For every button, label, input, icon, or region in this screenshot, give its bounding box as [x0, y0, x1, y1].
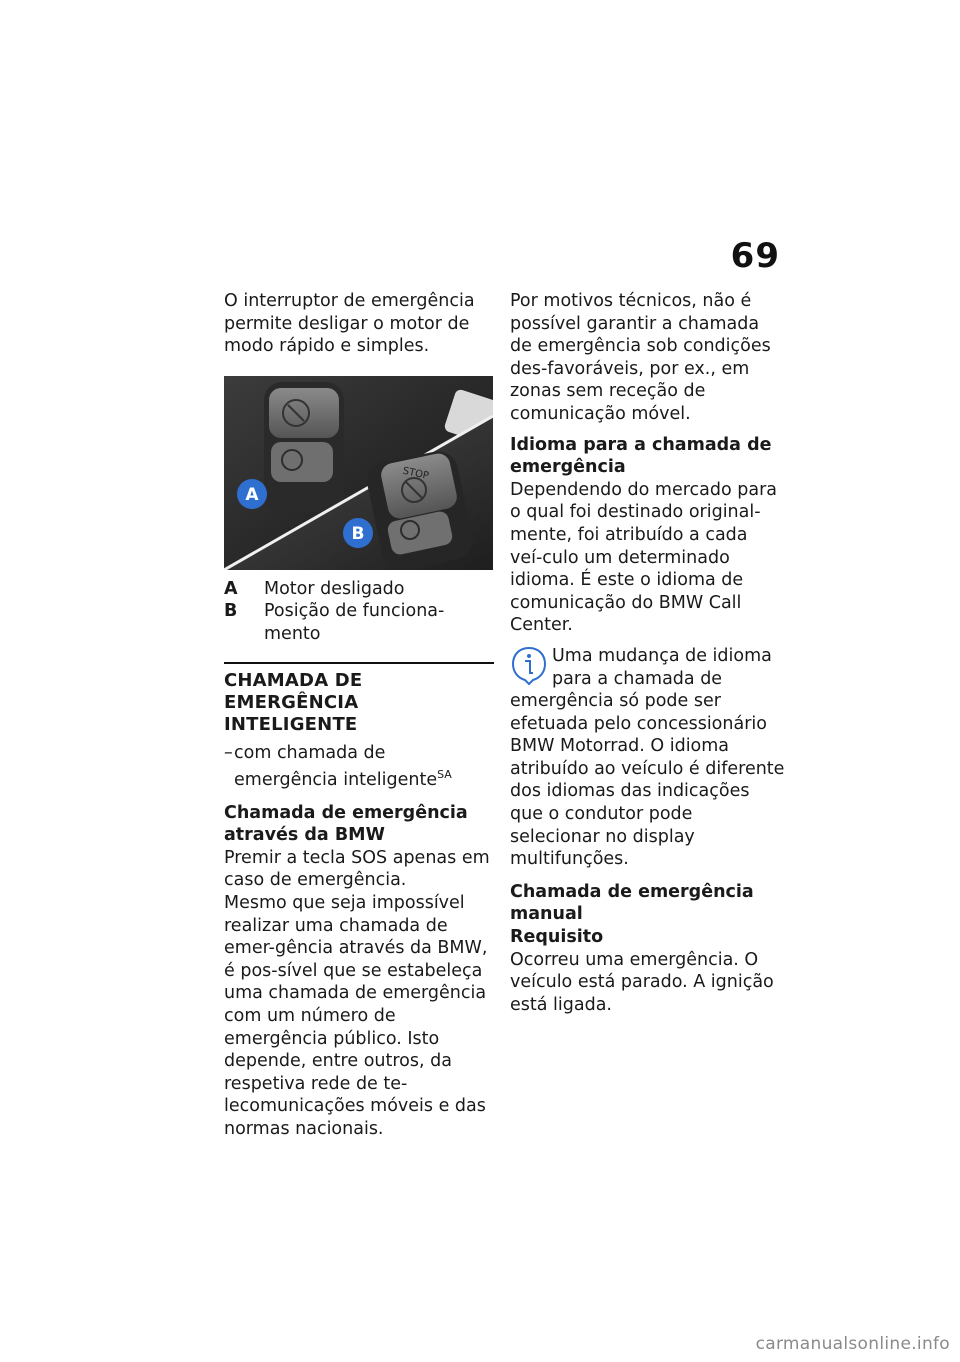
paragraph-language: Dependendo do mercado para o qual foi destinado original-mente, foi atribuído a cada veí-culo um determinado idioma. É este o idioma de comunicação do BMW Call Center.: [510, 479, 778, 636]
paragraph-public-number: Mesmo que seja impossível realizar uma chamada de emer-gência através da BMW, é pos-sível que se estabeleça uma chamada de emergência com um número de emergência público. Isto depende, entre outros, da respetiva rede de te-lecomunicações móveis e das normas nacionais.: [224, 892, 488, 1139]
note-indent-text: Uma mudança de idioma para a chamada de: [552, 645, 772, 689]
intro-paragraph: O interruptor de emergência permite desligar o motor de modo rápido e simples.: [224, 291, 475, 357]
switch-figure: [224, 376, 493, 570]
kill-switch-illustration: [224, 376, 493, 570]
info-icon: [510, 645, 548, 685]
watermark: carmanualsonline.info: [755, 1334, 950, 1354]
legend-item-a: A Motor desligado: [224, 578, 405, 599]
svg-text:STOP: STOP: [401, 465, 430, 482]
paragraph-technical: Por motivos técnicos, não é possível garantir a chamada de emergência sob condições des-favoráveis, por ex., em zonas sem receção de comunicação móvel.: [510, 291, 771, 424]
section-heading: CHAMADA DE EMERGÊNCIA INTELIGENTE: [224, 662, 494, 736]
subheading-manual-call: Chamada de emergência manual: [510, 881, 754, 925]
right-column: [510, 290, 785, 1016]
svg-text:A: A: [245, 484, 259, 505]
subheading-requirement: Requisito: [510, 927, 604, 948]
note-text: emergência só pode ser efetuada pelo concessionário BMW Motorrad. O idioma atribuído ao veículo é diferente dos idiomas das indicações que o condutor pode selecionar no display multifunções.: [510, 691, 785, 870]
paragraph-requirement: Ocorreu uma emergência. O veículo está parado. A ignição está ligada.: [510, 949, 774, 1015]
svg-text:B: B: [351, 523, 365, 544]
paragraph-sos: Premir a tecla SOS apenas em caso de emergência.: [224, 847, 490, 891]
info-note: [510, 645, 785, 871]
subheading-bmw-call: Chamada de emergência através da BMW: [224, 802, 468, 846]
left-column: [224, 290, 494, 1140]
page-number: 69: [730, 236, 780, 276]
legend-item-b: B Posição de funciona-mento: [224, 601, 445, 644]
subheading-language: Idioma para a chamada de emergência: [510, 434, 772, 478]
option-item: – com chamada de emergência inteligente$^{SA}$: [224, 742, 452, 790]
option-superscript: SA: [437, 768, 452, 782]
figure-legend: [224, 578, 494, 646]
